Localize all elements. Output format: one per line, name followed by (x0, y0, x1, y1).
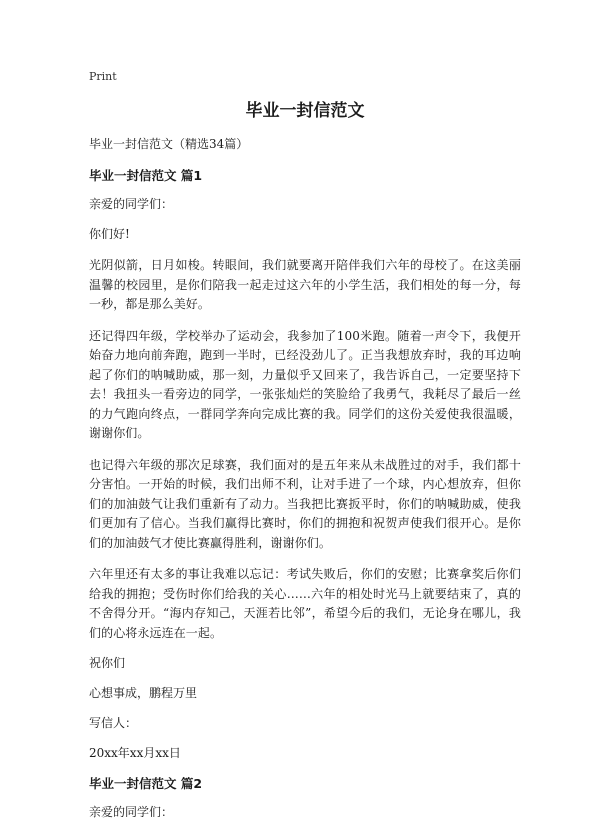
document-subtitle: 毕业一封信范文（精选34篇） (89, 137, 249, 151)
page-title: 毕业一封信范文 (245, 101, 365, 121)
document-page (89, 70, 521, 834)
letter-1-paragraph-3: 也记得六年级的那次足球赛，我们面对的是五年来从未战胜过的对手，我们都十分害怕。一开始的时候，我们出师不利，让对手进了一个球，内心想放弃，但你们的加油鼓气让我们重新有了动力。当我把比赛扳平时，你们的呐喊助威，使我们更加有了信心。当我们赢得比赛时，你们的拥抱和祝贺声使我们很开心。是你们的加油鼓气才使比赛赢得胜利，谢谢你们。 (89, 457, 521, 550)
letter-1-greeting: 你们好! (89, 227, 130, 241)
letter-1-signature: 写信人： (89, 716, 138, 730)
letter-1-closing-line-1: 祝你们 (89, 656, 126, 670)
letter-1-paragraph-2: 还记得四年级，学校举办了运动会，我参加了100米跑。随着一声令下，我便开始奋力地向前奔跑，跑到一半时，已经没劲儿了。正当我想放弃时，我的耳边响起了你们的呐喊助威，那一刻，力量似乎又回来了，我告诉自己，一定要坚持下去！我扭头一看旁边的同学，一张张灿烂的笑脸给了我勇气，我耗尽了最后一丝的力气跑向终点，一群同学奔向完成比赛的我。同学们的这份关爱使我很温暖，谢谢你们。 (89, 328, 521, 440)
letter-1-paragraph-4: 六年里还有太多的事让我难以忘记：考试失败后，你们的安慰；比赛拿奖后你们给我的拥抱；受伤时你们给我的关心……六年的相处时光马上就要结束了，真的不舍得分开。“海内存知己，天涯若比邻”，希望今后的我们，无论身在哪儿，我们的心将永远连在一起。 (89, 567, 521, 640)
letter-1-closing-line-2: 心想事成，鹏程万里 (89, 686, 198, 700)
letter-1-date: 20xx年xx月xx日 (89, 746, 181, 760)
print-label[interactable]: Print (89, 70, 117, 83)
letter-2-heading: 毕业一封信范文 篇2 (89, 776, 203, 791)
letter-1-heading: 毕业一封信范文 篇1 (89, 168, 203, 183)
letter-1-salutation: 亲爱的同学们： (89, 197, 174, 211)
letter-1-paragraph-1: 光阴似箭，日月如梭。转眼间，我们就要离开陪伴我们六年的母校了。在这美丽温馨的校园里，是你们陪我一起走过这六年的小学生活，我们相处的每一分，每一秒，都是那么美好。 (89, 258, 521, 311)
letter-2-salutation: 亲爱的同学们： (89, 805, 174, 819)
